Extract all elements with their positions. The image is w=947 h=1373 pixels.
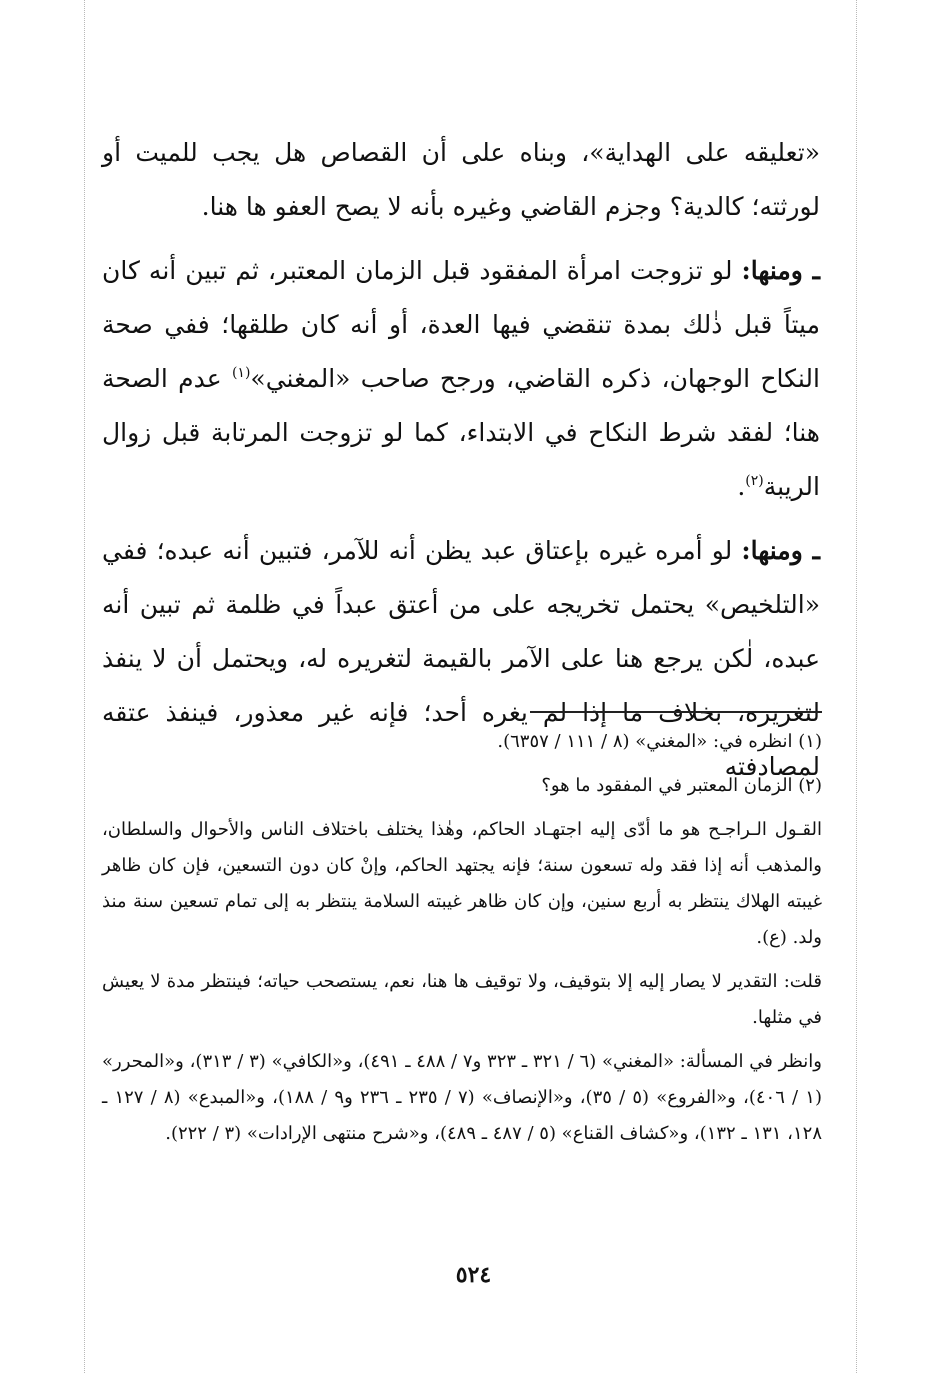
footnote-2-body: القـول الـراجـح هو ما أدّى إليه اجتهـاد الحاكم، وهٰذا يختلف باختلاف الناس والأحوال والسلطان، والمذهب أنه إذا فقد وله تسعون سنة؛ فإنه يجتهد الحاكم، وإنْ كان دون التسعين، فإن كان ظاهر غيبته الهلاك ينتظر به أربع سنين، وإن كان ظاهر غيبته السلامة ينتظر به إلى تمام تسعين سنة منذ ولد. (ع). [102,819,822,948]
paragraph-2-text-end: . [737,472,746,501]
footnote-2-references: وانظر في المسألة: «المغني» (٦ / ٣٢١ ـ ٣٢٣ و٧ / ٤٨٨ ـ ٤٩١)، و«الكافي» (٣ / ٣١٣)، و«المحرر» (١ / ٤٠٦)، و«الفروع» (٥ / ٣٥)، و«الإنصاف» (٧ / ٢٣٥ ـ ٢٣٦ و٩ / ١٨٨)، و«المبدع» (٨ / ١٢٧ ـ ١٢٨، ١٣١ ـ ١٣٢)، و«كشاف القناع» (٥ / ٤٨٧ ـ ٤٨٩)، و«شرح منتهى الإرادات» (٣ / ٢٢٢). [102,1051,822,1144]
footnote-separator [530,711,822,713]
paragraph-2-lead: ـ ومنها: [741,256,821,285]
main-text-body [102,126,820,804]
footnote-2-comment: قلت: التقدير لا يصار إليه إلا بتوقيف، ولا توقيف ها هنا، نعم، يستصحب حياته؛ فينتظر مدة لا يعيش في مثلها. [102,971,822,1028]
footnote-1: (١) انظره في: «المغني» (٨ / ١١١ / ٦٣٥٧). [497,731,822,752]
footnotes-section [102,724,822,1160]
scan-border-left [84,0,85,1373]
footnote-2-title: (٢) الزمان المعتبر في المفقود ما هو؟ [541,775,822,796]
scan-border-right [856,0,857,1373]
paragraph-3-lead: ـ ومنها: [741,536,821,565]
paragraph-2-text-a: لو تزوجت امرأة المفقود قبل الزمان المعتبر، ثم تبين أنه كان ميتاً قبل ذٰلك بمدة تنقضي فيها العدة، أو أنه كان طلقها؛ ففي صحة النكاح الوجهان، ذكره القاضي، ورجح صاحب «المغني» [102,256,820,393]
main-paragraph-2 [102,244,820,514]
paragraph-3-text: لو أمره غيره بإعتاق عبد يظن أنه للآمر، فتبين أنه عبده؛ ففي «التلخيص» يحتمل تخريجه على من أعتق عبداً في ظلمة ثم تبين أنه عبده، لٰكن يرجع هنا على الآمر بالقيمة لتغريره له، ويحتمل أن لا ينفذ لتغريره، بخلاف ما إذا لم يغره أحد؛ فإنه غير معذور، فينفذ عتقه لمصادفته [102,536,820,781]
page-number: ٥٢٤ [455,1262,492,1288]
footnote-ref-2: (٢) [745,473,764,489]
paragraph-2-text-b: عدم الصحة هنا؛ لفقد شرط النكاح في الابتداء، كما لو تزوجت المرتابة قبل زوال الريبة [102,364,820,501]
footnote-ref-1: (١) [231,365,251,381]
main-paragraph-1: «تعليقه على الهداية»، وبناه على أن القصاص هل يجب للميت أو لورثته؛ كالدية؟ وجزم القاضي وغيره بأنه لا يصح العفو ها هنا. [102,138,820,221]
